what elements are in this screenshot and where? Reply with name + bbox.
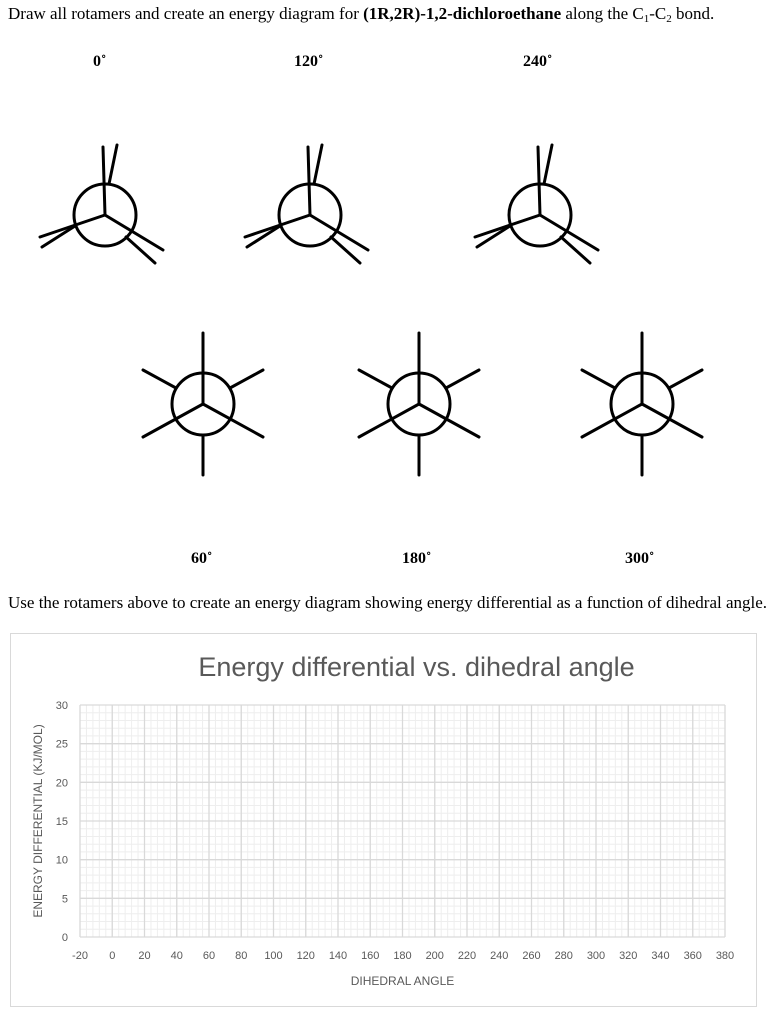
x-axis-label: DIHEDRAL ANGLE <box>350 974 455 988</box>
chart-svg[interactable] <box>11 634 756 1006</box>
y-tick-label: 15 <box>55 816 68 828</box>
question-1-text: Draw all rotamers and create an energy diagram for (1R,2R)-1,2-dichloroethane along the $C_1-C_2$ bond. <box>8 4 715 25</box>
x-tick-label: 140 <box>328 950 348 962</box>
x-tick-label: 380 <box>715 950 735 962</box>
x-tick-label: 220 <box>457 950 477 962</box>
x-tick-label: 280 <box>554 950 573 962</box>
x-tick-label: 200 <box>425 950 444 962</box>
y-tick-label: 25 <box>55 738 68 751</box>
x-tick-label: 0 <box>109 950 116 962</box>
x-tick-label: 160 <box>361 950 380 962</box>
newman-eclipsed-0[interactable] <box>30 140 170 270</box>
y-tick-label: 20 <box>55 777 68 790</box>
x-tick-label: 240 <box>490 950 509 962</box>
x-tick-label: 320 <box>619 950 638 962</box>
newman-staggered-300[interactable] <box>572 323 712 483</box>
x-tick-label: 340 <box>651 950 670 962</box>
x-tick-label: 300 <box>586 950 606 962</box>
x-tick-label: 180 <box>393 950 412 962</box>
angle-label-180: 180˚ <box>402 550 432 567</box>
y-tick-label: 30 <box>55 700 68 712</box>
x-tick-label: 40 <box>170 950 183 962</box>
x-tick-label: 20 <box>138 950 151 962</box>
angle-label-60: 60˚ <box>191 550 213 567</box>
x-tick-label: 260 <box>522 950 541 962</box>
compound-name: (1R,2R)-1,2-dichloroethane <box>363 4 562 23</box>
x-tick-label: 360 <box>683 950 702 962</box>
angle-label-240: 240˚ <box>523 53 553 70</box>
newman-staggered-60[interactable] <box>133 323 273 483</box>
y-tick-label: 0 <box>61 932 68 944</box>
x-tick-label: -20 <box>72 950 88 962</box>
x-tick-label: 100 <box>264 950 283 962</box>
newman-eclipsed-240[interactable] <box>465 140 605 270</box>
chart-title: Energy differential vs. dihedral angle <box>198 652 635 682</box>
x-tick-label: 60 <box>202 950 216 962</box>
angle-label-300: 300˚ <box>625 550 655 567</box>
y-tick-label: 5 <box>61 893 68 906</box>
x-tick-label: 120 <box>296 950 315 962</box>
newman-eclipsed-120[interactable] <box>235 140 375 270</box>
angle-label-120: 120˚ <box>294 53 324 70</box>
newman-staggered-180[interactable] <box>349 323 489 483</box>
question-2-text: Use the rotamers above to create an energy diagram showing energy differential as a function of dihedral angle. <box>8 593 768 612</box>
energy-chart[interactable] <box>10 633 757 1007</box>
y-axis-label: ENERGY DIFFERENTIAL (KJ/MOL) <box>31 724 45 918</box>
x-tick-label: 80 <box>235 950 248 962</box>
angle-label-0: 0˚ <box>93 53 107 70</box>
y-tick-label: 10 <box>55 854 68 867</box>
